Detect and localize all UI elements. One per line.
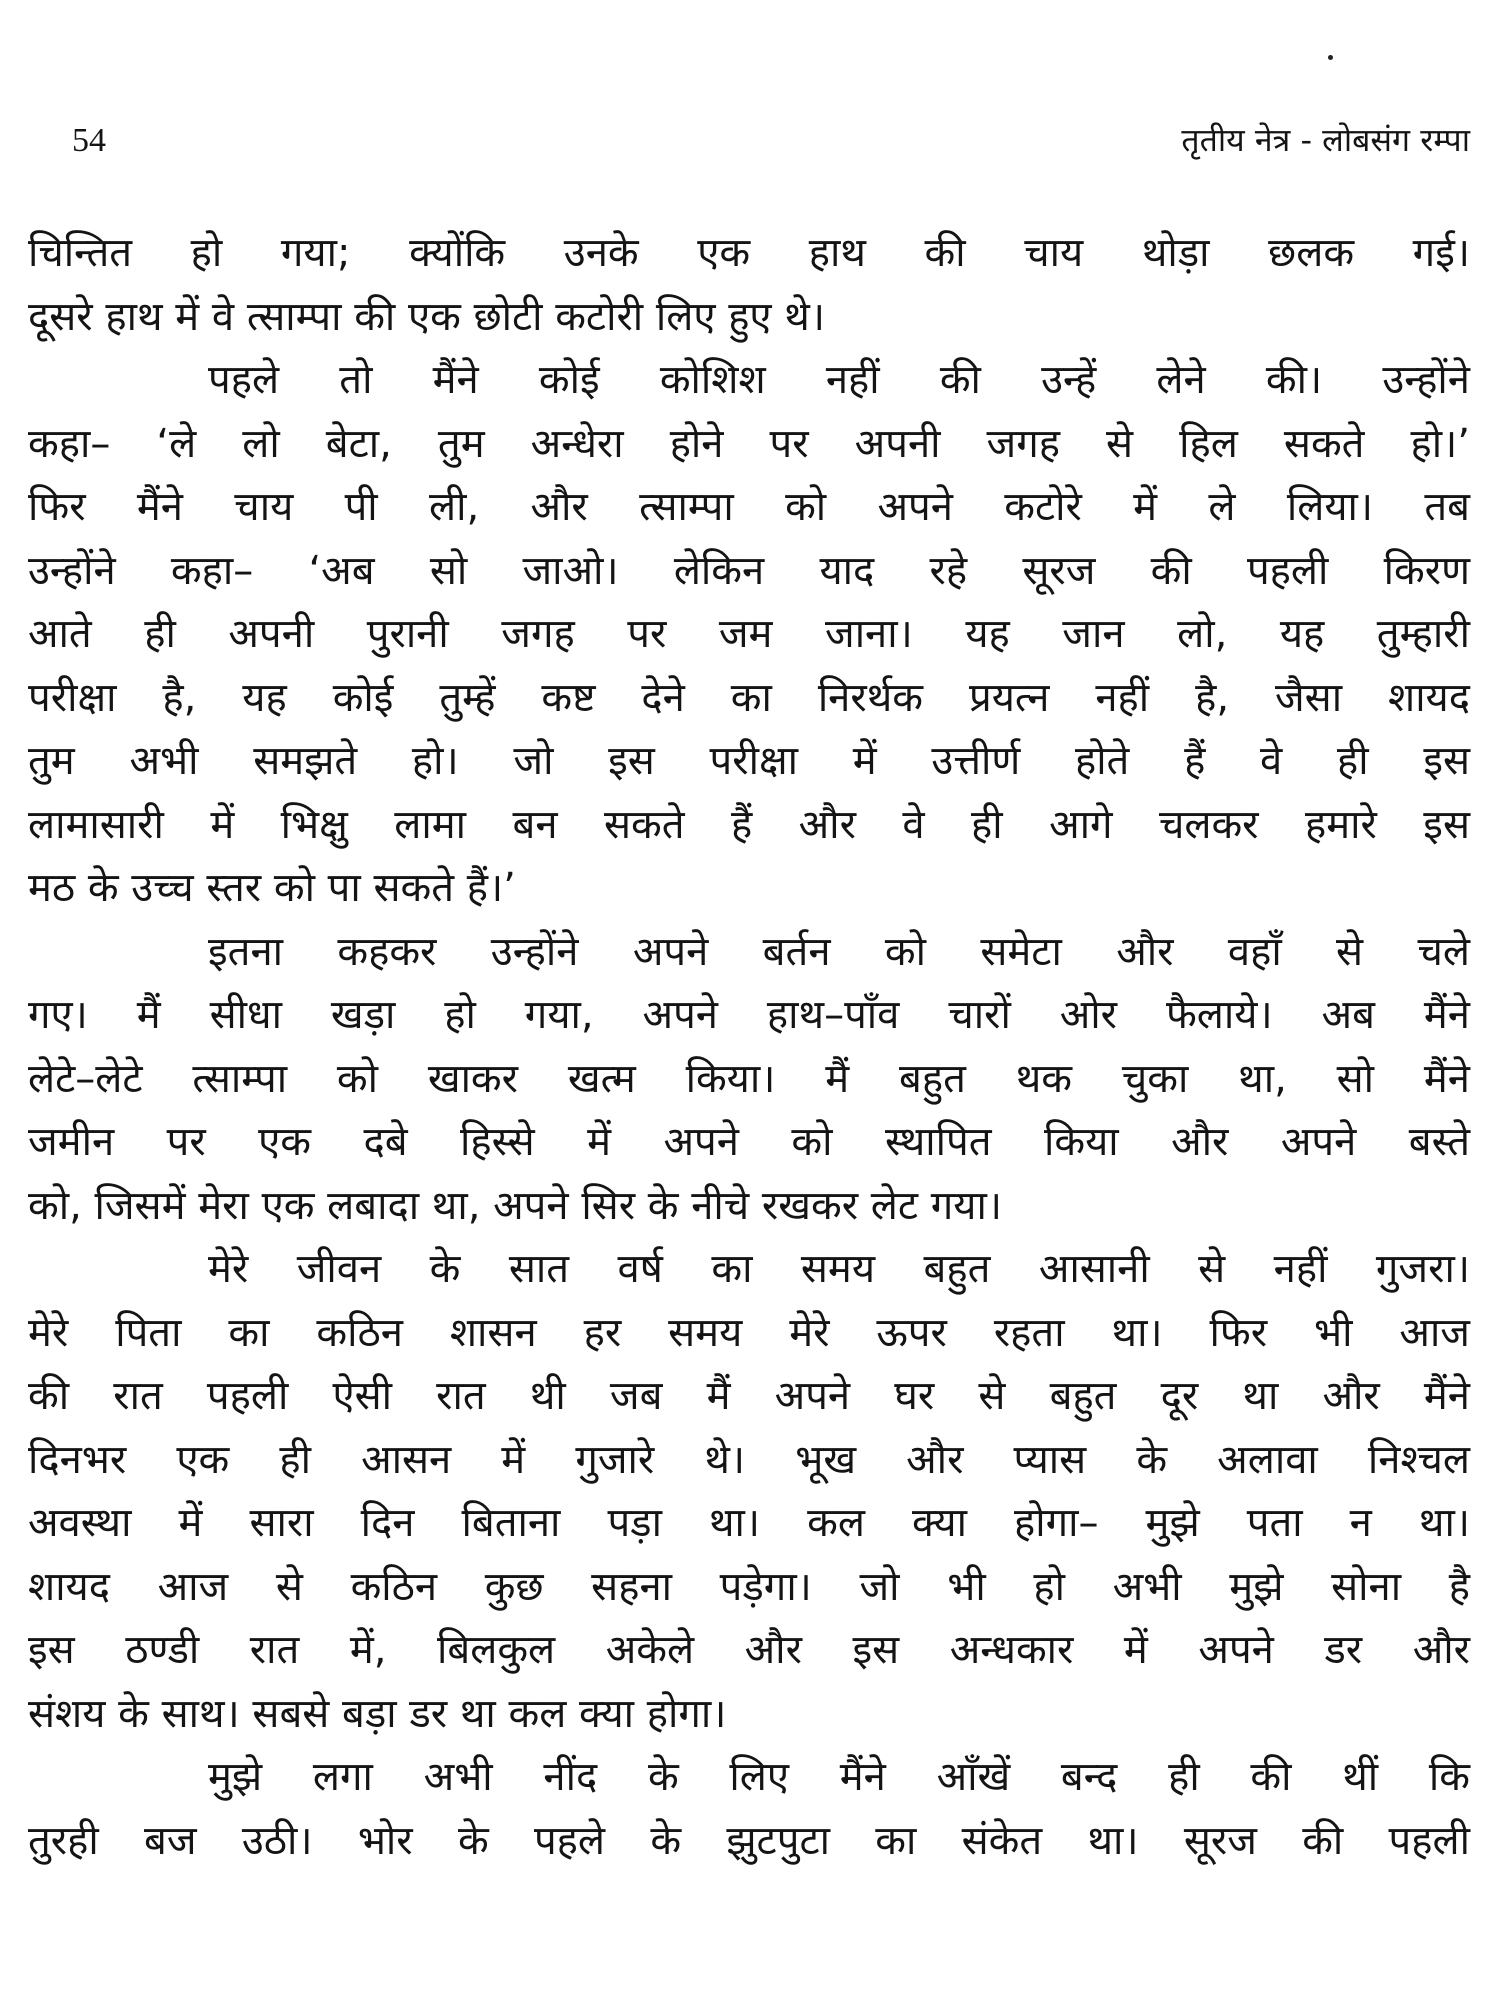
text-line: लामासारी में भिक्षु लामा बन सकते हैं और वे ही आगे चलकर हमारे इस [28,801,1470,848]
text-line: मेरे जीवन के सात वर्ष का समय बहुत आसानी से नहीं गुजरा। [208,1246,1470,1292]
text-line: को, जिसमें मेरा एक लबादा था, अपने सिर के नीचे रखकर लेट गया। [28,1182,1003,1229]
text-line: उन्होंने कहा– ‘अब सो जाओ। लेकिन याद रहे सूरज की पहली किरण [28,547,1470,594]
text-line: मुझे लगा अभी नींद के लिए मैंने आँखें बन्द ही की थीं कि [208,1754,1470,1800]
text-line: मेरे पिता का कठिन शासन हर समय मेरे ऊपर रहता था। फिर भी आज [28,1309,1470,1356]
paragraph-4 [28,1238,1470,1746]
page-header [70,118,1470,178]
text-line: चिन्तित हो गया; क्योंकि उनके एक हाथ की चाय थोड़ा छलक गई। [28,230,1470,276]
paragraph-1 [28,222,1470,349]
text-line: तुरही बज उठी। भोर के पहले के झुटपुटा का संकेत था। सूरज की पहली [28,1817,1470,1864]
print-speck [1328,55,1333,60]
running-title: तृतीय नेत्र - लोबसंग रम्पा [1181,121,1470,159]
text-line: जमीन पर एक दबे हिस्से में अपने को स्थापित किया और अपने बस्ते [28,1119,1470,1165]
paragraph-5 [28,1746,1470,1873]
text-line: इस ठण्डी रात में, बिलकुल अकेले और इस अन्धकार में अपने डर और [28,1627,1470,1673]
text-line: लेटे–लेटे त्साम्पा को खाकर खत्म किया। मैं बहुत थक चुका था, सो मैंने [28,1055,1470,1102]
page-number: 54 [72,122,106,159]
text-line: शायद आज से कठिन कुछ सहना पड़ेगा। जो भी हो अभी मुझे सोना है [28,1563,1470,1610]
paragraph-3 [28,921,1470,1239]
text-line: की रात पहली ऐसी रात थी जब मैं अपने घर से बहुत दूर था और मैंने [28,1373,1470,1419]
text-line: पहले तो मैंने कोई कोशिश नहीं की उन्हें लेने की। उन्होंने [208,357,1470,403]
text-line: फिर मैंने चाय पी ली, और त्साम्पा को अपने कटोरे में ले लिया। तब [28,484,1470,530]
text-line: दिनभर एक ही आसन में गुजारे थे। भूख और प्यास के अलावा निश्चल [28,1436,1470,1483]
text-line: परीक्षा है, यह कोई तुम्हें कष्ट देने का निरर्थक प्रयत्न नहीं है, जैसा शायद [28,674,1470,721]
text-line: तुम अभी समझते हो। जो इस परीक्षा में उत्तीर्ण होते हैं वे ही इस [28,738,1470,784]
body-text [28,222,1470,1873]
text-line: कहा– ‘ले लो बेटा, तुम अन्धेरा होने पर अपनी जगह से हिल सकते हो।’ [28,420,1470,467]
text-line: मठ के उच्च स्तर को पा सकते हैं।’ [28,865,516,911]
text-line: संशय के साथ। सबसे बड़ा डर था कल क्या होगा। [28,1690,727,1737]
text-line: इतना कहकर उन्होंने अपने बर्तन को समेटा और वहाँ से चले [208,928,1470,975]
text-line: दूसरे हाथ में वे त्साम्पा की एक छोटी कटोरी लिए हुए थे। [28,293,825,340]
paragraph-2 [28,349,1470,921]
text-line: अवस्था में सारा दिन बिताना पड़ा था। कल क्या होगा– मुझे पता न था। [28,1500,1470,1546]
text-line: गए। मैं सीधा खड़ा हो गया, अपने हाथ–पाँव चारों ओर फैलाये। अब मैंने [28,992,1470,1038]
text-line: आते ही अपनी पुरानी जगह पर जम जाना। यह जान लो, यह तुम्हारी [28,611,1470,657]
